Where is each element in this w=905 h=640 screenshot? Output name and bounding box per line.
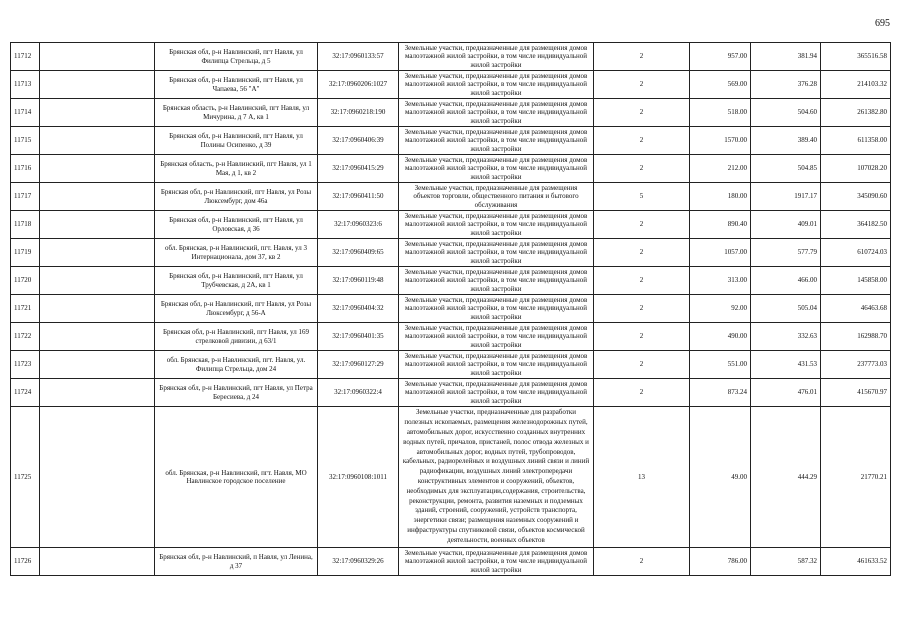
area-cell: 890.40: [690, 211, 751, 239]
empty-cell: [40, 183, 155, 211]
area-cell: 313.00: [690, 267, 751, 295]
category-cell: 2: [594, 323, 690, 351]
row-number-cell: 11713: [11, 71, 40, 99]
cadastral-number-cell: 32:17:0960411:50: [318, 183, 399, 211]
table-row: [11, 127, 891, 155]
cadastral-value-cell: 214103.32: [821, 71, 891, 99]
empty-cell: [40, 211, 155, 239]
cadastral-value-cell: 145858.00: [821, 267, 891, 295]
table-row: [11, 323, 891, 351]
land-use-cell: Земельные участки, предназначенные для размещения домов малоэтажной жилой застройки, в том числе индивидуальной жилой застройки: [399, 239, 594, 267]
specific-value-cell: 505.04: [751, 295, 821, 323]
area-cell: 569.00: [690, 71, 751, 99]
address-cell: Брянская область, р-н Навлинский, пгт Навля, ул 1 Мая, д 1, кв 2: [155, 155, 318, 183]
empty-cell: [40, 548, 155, 576]
category-cell: 2: [594, 43, 690, 71]
cadastral-number-cell: 32:17:0960401:35: [318, 323, 399, 351]
specific-value-cell: 409.01: [751, 211, 821, 239]
specific-value-cell: 444.29: [751, 407, 821, 548]
row-number-cell: 11719: [11, 239, 40, 267]
table-row: [11, 183, 891, 211]
row-number-cell: 11718: [11, 211, 40, 239]
area-cell: 490.00: [690, 323, 751, 351]
land-use-cell: Земельные участки, предназначенные для размещения домов малоэтажной жилой застройки, в том числе индивидуальной жилой застройки: [399, 43, 594, 71]
specific-value-cell: 332.63: [751, 323, 821, 351]
land-use-cell: Земельные участки, предназначенные для размещения домов малоэтажной жилой застройки, в том числе индивидуальной жилой застройки: [399, 99, 594, 127]
row-number-cell: 11722: [11, 323, 40, 351]
cadastral-value-cell: 46463.68: [821, 295, 891, 323]
empty-cell: [40, 407, 155, 548]
page-number: 695: [875, 18, 890, 29]
row-number-cell: 11725: [11, 407, 40, 548]
specific-value-cell: 476.01: [751, 379, 821, 407]
specific-value-cell: 376.28: [751, 71, 821, 99]
land-use-cell: Земельные участки, предназначенные для размещения домов малоэтажной жилой застройки, в том числе индивидуальной жилой застройки: [399, 155, 594, 183]
cadastral-number-cell: 32:17:0960133:57: [318, 43, 399, 71]
area-cell: 212.00: [690, 155, 751, 183]
table-row: [11, 99, 891, 127]
row-number-cell: 11721: [11, 295, 40, 323]
address-cell: Брянская обл, р-н Навлинский, пгт Навля, ул Петра Бересиева, д 24: [155, 379, 318, 407]
category-cell: 2: [594, 548, 690, 576]
table-row: [11, 155, 891, 183]
specific-value-cell: 466.00: [751, 267, 821, 295]
empty-cell: [40, 155, 155, 183]
cadastral-value-cell: 364182.50: [821, 211, 891, 239]
address-cell: обл. Брянская, р-н Навлинский, пгт. Навля, ул. Филипца Стрельца, дом 24: [155, 351, 318, 379]
category-cell: 2: [594, 99, 690, 127]
empty-cell: [40, 379, 155, 407]
cadastral-number-cell: 32:17:0960329:26: [318, 548, 399, 576]
address-cell: Брянская обл, р-н Навлинский, пгт Навля, ул Полины Осипенко, д 39: [155, 127, 318, 155]
address-cell: Брянская обл, р-н Навлинский, пгт Навля, ул Розы Люксембург, д 56-А: [155, 295, 318, 323]
row-number-cell: 11720: [11, 267, 40, 295]
row-number-cell: 11715: [11, 127, 40, 155]
specific-value-cell: 587.32: [751, 548, 821, 576]
cadastral-value-cell: 611358.00: [821, 127, 891, 155]
row-number-cell: 11717: [11, 183, 40, 211]
land-use-cell: Земельные участки, предназначенные для размещения домов малоэтажной жилой застройки, в том числе индивидуальной жилой застройки: [399, 127, 594, 155]
cadastral-value-cell: 345090.60: [821, 183, 891, 211]
table-row: [11, 239, 891, 267]
area-cell: 551.00: [690, 351, 751, 379]
specific-value-cell: 381.94: [751, 43, 821, 71]
empty-cell: [40, 267, 155, 295]
table-row: [11, 43, 891, 71]
table-body: [11, 43, 891, 576]
table-row: [11, 267, 891, 295]
category-cell: 2: [594, 295, 690, 323]
area-cell: 92.00: [690, 295, 751, 323]
empty-cell: [40, 239, 155, 267]
empty-cell: [40, 295, 155, 323]
specific-value-cell: 431.53: [751, 351, 821, 379]
land-use-cell: Земельные участки, предназначенные для размещения домов малоэтажной жилой застройки, в том числе индивидуальной жилой застройки: [399, 267, 594, 295]
cadastral-number-cell: 32:17:0960415:29: [318, 155, 399, 183]
specific-value-cell: 577.79: [751, 239, 821, 267]
table-row: [11, 351, 891, 379]
address-cell: Брянская обл, р-н Навлинский, пгт Навля, ул 169 стрелковой дивизии, д 63/1: [155, 323, 318, 351]
land-use-cell: Земельные участки, предназначенные для разработки полезных ископаемых, размещения железнодорожных путей, автомобильных дорог, искусственно созданных внутренних водных путей, причалов, пристаней, полос отвода железных и автомобильных дорог, водных путей, трубопроводов, кабельных, радиорелейных и воздушных линий связи и линий радиофикации, воздушных линий электропередачи конструктивных элементов и сооружений, объектов, необходимых для эксплуатации,содержания, строительства, реконструкции, ремонта, развития наземных и подземных зданий, строений, сооружений, устройств транспорта, энергетики связи; размещения наземных сооружений и инфраструктуры спутниковой связи, объектов космической деятельности, военных объектов: [399, 407, 594, 548]
address-cell: Брянская обл, р-н Навлинский, пгт Навля, ул Орловская, д 36: [155, 211, 318, 239]
category-cell: 2: [594, 211, 690, 239]
cadastral-number-cell: 32:17:0960119:48: [318, 267, 399, 295]
table-row: [11, 295, 891, 323]
table-row: [11, 407, 891, 548]
row-number-cell: 11726: [11, 548, 40, 576]
table-row: [11, 71, 891, 99]
cadastral-value-cell: 162988.70: [821, 323, 891, 351]
area-cell: 518.00: [690, 99, 751, 127]
address-cell: Брянская обл, р-н Навлинский, пгт Навля, ул Розы Люксембург, дом 46а: [155, 183, 318, 211]
empty-cell: [40, 71, 155, 99]
land-use-cell: Земельные участки, предназначенные для размещения домов малоэтажной жилой застройки, в том числе индивидуальной жилой застройки: [399, 379, 594, 407]
land-use-cell: Земельные участки, предназначенные для размещения домов малоэтажной жилой застройки, в том числе индивидуальной жилой застройки: [399, 295, 594, 323]
specific-value-cell: 504.60: [751, 99, 821, 127]
cadastral-value-cell: 261382.80: [821, 99, 891, 127]
empty-cell: [40, 127, 155, 155]
area-cell: 957.00: [690, 43, 751, 71]
row-number-cell: 11716: [11, 155, 40, 183]
cadastral-number-cell: 32:17:0960127:29: [318, 351, 399, 379]
cadastral-number-cell: 32:17:0960409:65: [318, 239, 399, 267]
specific-value-cell: 1917.17: [751, 183, 821, 211]
category-cell: 2: [594, 127, 690, 155]
area-cell: 49.00: [690, 407, 751, 548]
cadastral-number-cell: 32:17:0960322:4: [318, 379, 399, 407]
cadastral-value-cell: 365516.58: [821, 43, 891, 71]
area-cell: 786.00: [690, 548, 751, 576]
empty-cell: [40, 43, 155, 71]
area-cell: 1570.00: [690, 127, 751, 155]
category-cell: 2: [594, 239, 690, 267]
cadastral-value-cell: 21770.21: [821, 407, 891, 548]
category-cell: 13: [594, 407, 690, 548]
cadastral-number-cell: 32:17:0960206:1027: [318, 71, 399, 99]
specific-value-cell: 504.85: [751, 155, 821, 183]
table-row: [11, 379, 891, 407]
address-cell: обл. Брянская, р-н Навлинский, пгт. Навля, МО Навлинское городское поселение: [155, 407, 318, 548]
land-use-cell: Земельные участки, предназначенные для размещения домов малоэтажной жилой застройки, в том числе индивидуальной жилой застройки: [399, 351, 594, 379]
cadastral-value-table: [10, 42, 891, 576]
address-cell: Брянская обл, р-н Навлинский, пгт Навля, ул Филипца Стрельца, д 5: [155, 43, 318, 71]
cadastral-number-cell: 32:17:0960404:32: [318, 295, 399, 323]
row-number-cell: 11714: [11, 99, 40, 127]
category-cell: 2: [594, 379, 690, 407]
address-cell: Брянская обл, р-н Навлинский, п Навля, ул Ленина, д 37: [155, 548, 318, 576]
specific-value-cell: 389.40: [751, 127, 821, 155]
cadastral-number-cell: 32:17:0960218:190: [318, 99, 399, 127]
empty-cell: [40, 99, 155, 127]
table-row: [11, 548, 891, 576]
row-number-cell: 11723: [11, 351, 40, 379]
cadastral-value-cell: 107028.20: [821, 155, 891, 183]
category-cell: 2: [594, 267, 690, 295]
category-cell: 2: [594, 351, 690, 379]
row-number-cell: 11712: [11, 43, 40, 71]
cadastral-number-cell: 32:17:0960406:39: [318, 127, 399, 155]
empty-cell: [40, 323, 155, 351]
land-use-cell: Земельные участки, предназначенные для размещения домов малоэтажной жилой застройки, в том числе индивидуальной жилой застройки: [399, 211, 594, 239]
category-cell: 2: [594, 155, 690, 183]
cadastral-number-cell: 32:17:0960108:1011: [318, 407, 399, 548]
area-cell: 180.00: [690, 183, 751, 211]
area-cell: 873.24: [690, 379, 751, 407]
cadastral-value-cell: 610724.03: [821, 239, 891, 267]
address-cell: Брянская обл, р-н Навлинский, пгт Навля, ул Трубчевская, д 2А, кв 1: [155, 267, 318, 295]
empty-cell: [40, 351, 155, 379]
address-cell: Брянская область, р-н Навлинский, пгт Навля, ул Мичурина, д 7 А, кв 1: [155, 99, 318, 127]
land-use-cell: Земельные участки, предназначенные для размещения домов малоэтажной жилой застройки, в том числе индивидуальной жилой застройки: [399, 71, 594, 99]
row-number-cell: 11724: [11, 379, 40, 407]
land-use-cell: Земельные участки, предназначенные для размещения домов малоэтажной жилой застройки, в том числе индивидуальной жилой застройки: [399, 323, 594, 351]
category-cell: 5: [594, 183, 690, 211]
cadastral-value-cell: 461633.52: [821, 548, 891, 576]
cadastral-value-cell: 237773.03: [821, 351, 891, 379]
address-cell: обл. Брянская, р-н Навлинский, пгт. Навля, ул 3 Интернационала, дом 37, кв 2: [155, 239, 318, 267]
address-cell: Брянская обл, р-н Навлинский, пгт Навля, ул Чапаева, 56 "А": [155, 71, 318, 99]
land-use-cell: Земельные участки, предназначенные для размещения объектов торговли, общественного питания и бытового обслуживания: [399, 183, 594, 211]
land-use-cell: Земельные участки, предназначенные для размещения домов малоэтажной жилой застройки, в том числе индивидуальной жилой застройки: [399, 548, 594, 576]
area-cell: 1057.00: [690, 239, 751, 267]
cadastral-number-cell: 32:17:0960323:6: [318, 211, 399, 239]
category-cell: 2: [594, 71, 690, 99]
cadastral-value-cell: 415670.97: [821, 379, 891, 407]
table-row: [11, 211, 891, 239]
